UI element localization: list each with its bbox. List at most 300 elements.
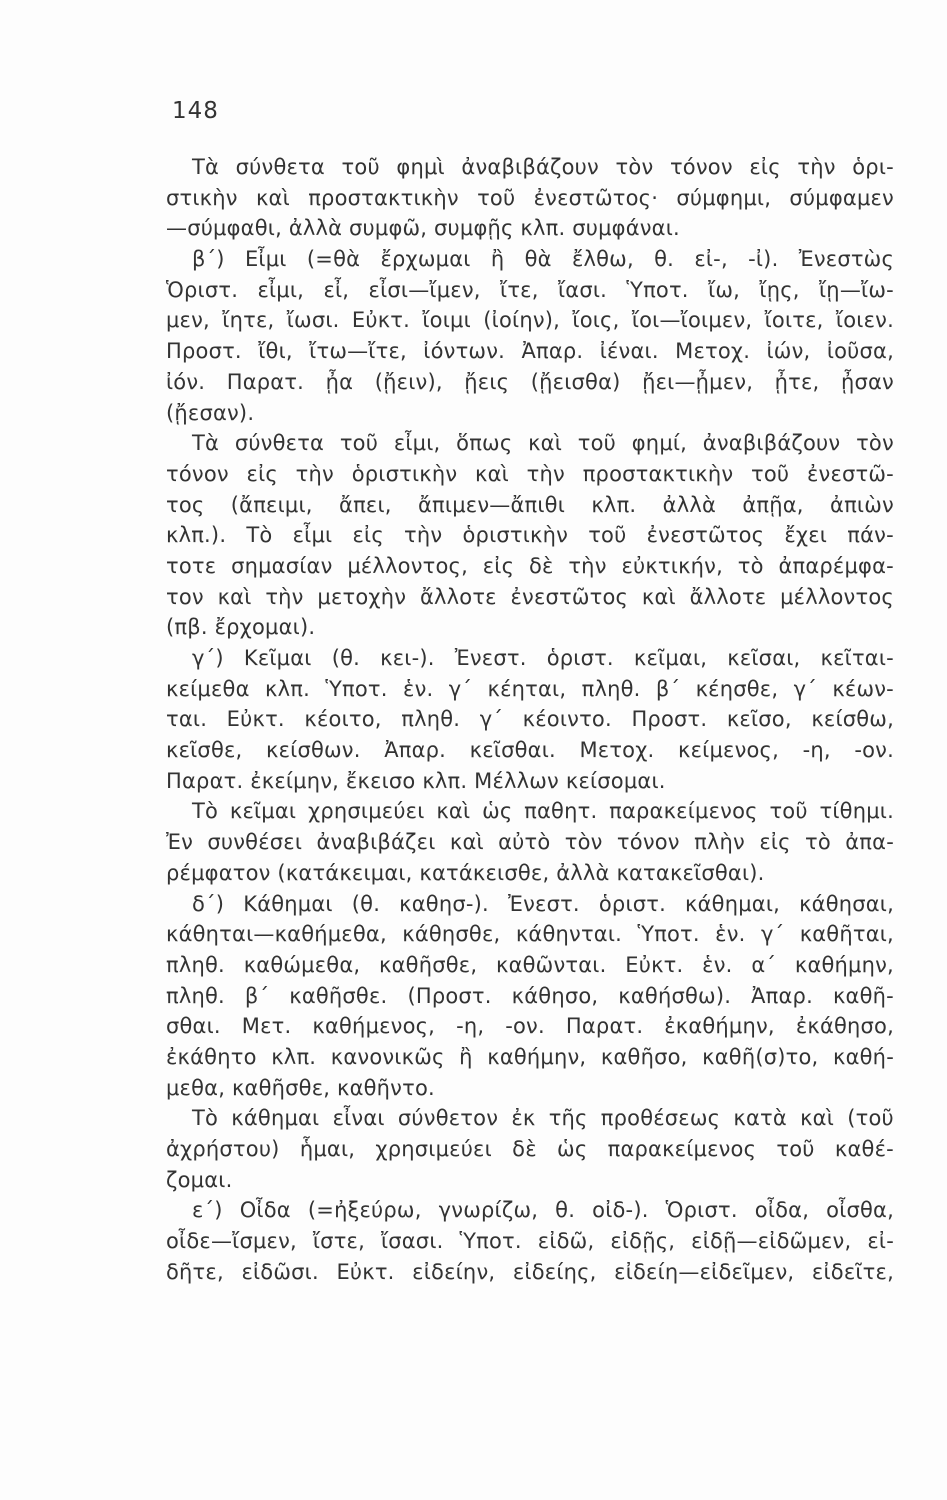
word: εἰδεῖτε, <box>811 1259 894 1284</box>
word: θ. <box>654 247 675 272</box>
text-line <box>166 1134 894 1165</box>
word: σύνθετα <box>235 155 325 179</box>
word: φημί, <box>631 431 688 456</box>
word: εἰς <box>246 461 278 486</box>
word: σύμφημι, <box>676 185 772 210</box>
word: προθέσεως <box>600 1106 721 1131</box>
text-line <box>166 459 894 490</box>
word: κέηται, <box>487 676 567 701</box>
word: Οἶδα <box>239 1198 291 1223</box>
word: Τὸ <box>192 1106 219 1131</box>
word: τὸν <box>856 431 894 456</box>
word: στικὴν <box>166 185 238 210</box>
word: κάθηνται. <box>515 922 623 947</box>
word: ὁρι- <box>852 155 894 179</box>
text-line <box>166 520 894 551</box>
text-line <box>166 827 894 858</box>
word: Ὁριστ. <box>166 277 239 302</box>
word: σημασίαν <box>231 553 333 578</box>
word: κεῖσο, <box>726 707 792 732</box>
word: κεῖμαι <box>229 799 297 824</box>
word: Τὸ <box>192 799 219 824</box>
word: ἴητε, <box>222 308 275 333</box>
word: ἄπει, <box>339 492 392 517</box>
text-line <box>166 551 894 582</box>
text-line <box>166 428 894 459</box>
word: κέοιτο, <box>304 707 382 732</box>
word: κάθησθε, <box>402 922 501 947</box>
word: κείσθω, <box>811 707 894 732</box>
word: τὸν <box>615 155 654 179</box>
word: -η, <box>456 1014 485 1039</box>
word: ᾖτε, <box>774 369 820 394</box>
word: τοῦ <box>776 1137 815 1161</box>
word: καθῆ- <box>832 983 894 1008</box>
word: τοτε <box>166 553 217 578</box>
word: ἴῃς, <box>759 277 800 302</box>
word: εἰς <box>759 830 791 855</box>
word: ἄλλοτε <box>689 584 767 609</box>
word: αὐτὸ <box>498 830 551 855</box>
word: γ΄ <box>760 922 785 947</box>
word: παρακείμενος <box>609 799 758 824</box>
word: εἰδῇ—εἰδῶμεν, <box>691 1229 852 1254</box>
word: καθῆσθε, <box>379 952 478 977</box>
word: μετοχὴν <box>317 584 407 609</box>
word: Εἶμι <box>244 247 287 272</box>
word: ἔχει <box>784 523 828 548</box>
word: σύνθετον <box>397 1106 499 1131</box>
word: καθή- <box>833 1044 894 1069</box>
word: μεν, <box>166 308 210 333</box>
word: τὴν <box>265 584 304 609</box>
word: πληθ. <box>401 707 461 732</box>
word: -ον. <box>505 1014 545 1039</box>
word: εἰς <box>352 523 384 548</box>
word: καθήμην, <box>487 1044 587 1069</box>
word: ἴσασι. <box>380 1229 444 1254</box>
word: Ἀπαρ. <box>751 983 813 1008</box>
word: σύμφαμεν <box>789 185 894 210</box>
word: κανονικῶς <box>330 1044 445 1069</box>
word: κάθησο, <box>511 983 599 1008</box>
word: καθησ-). <box>399 891 489 916</box>
text-line <box>166 1195 894 1226</box>
word: γ΄ <box>793 676 817 701</box>
word: πληθ. <box>166 952 225 977</box>
word: γ΄) <box>192 646 224 670</box>
text-line <box>166 889 894 920</box>
word: ἐνεστῶτος· <box>533 185 659 210</box>
word: εἰδῶ, <box>537 1229 595 1254</box>
word: ἰόντων. <box>423 339 506 364</box>
word: ᾔει—ᾖμεν, <box>642 369 754 394</box>
word: ἀπιὼν <box>830 492 894 517</box>
word: ἀπα- <box>845 830 894 855</box>
word: ὁριστ. <box>598 891 666 916</box>
word: (θ. <box>351 891 381 916</box>
word: ἰέναι. <box>599 339 659 364</box>
word: τίθημι. <box>819 799 894 824</box>
text-line <box>166 305 894 336</box>
word: κείμεθα <box>166 676 250 701</box>
word: καθῶνται. <box>496 952 607 977</box>
word: ἐνεστῶτος <box>510 584 629 609</box>
word: εἰδείης, <box>512 1259 597 1284</box>
text-line <box>166 367 894 398</box>
word: εἶναι <box>332 1106 385 1131</box>
word: καὶ <box>449 830 484 855</box>
word: καὶ <box>217 584 252 609</box>
word: κάθημαι <box>231 1106 320 1131</box>
text-line <box>166 275 894 306</box>
word: καθῆται, <box>799 922 894 947</box>
word: τὴν <box>797 155 836 179</box>
word: (=ἠξεύρω, <box>307 1198 422 1223</box>
word: δ΄) <box>192 891 225 916</box>
word: κάθημαι, <box>685 891 781 916</box>
word: εἰδείη—εἰδεῖμεν, <box>614 1259 795 1284</box>
word: δὲ <box>512 1137 537 1161</box>
word: -ον. <box>854 738 894 763</box>
word: κλπ. <box>591 492 637 517</box>
text-line <box>166 1257 894 1288</box>
word: ὁριστικὴν <box>351 461 458 486</box>
word: Ἀπαρ. <box>384 738 447 763</box>
word: ἐκ <box>511 1106 536 1131</box>
word: (Προστ. <box>407 983 492 1008</box>
word: κάθηται—καθήμεθα, <box>166 922 387 947</box>
word: κεῖσθε, <box>166 738 243 763</box>
word: ὡς <box>557 1137 588 1161</box>
text-line: μεθα, καθῆσθε, καθῆντο. <box>166 1075 435 1100</box>
word: καὶ <box>436 799 471 824</box>
word: τοῦ <box>339 431 379 456</box>
word: κάθησαι, <box>799 891 894 916</box>
word: καθώμεθα, <box>243 952 361 977</box>
word: ἴασι. <box>557 277 608 302</box>
word: καθῆσθε. <box>289 983 388 1008</box>
word: ᾖσαν <box>840 369 894 394</box>
word: ᾖα <box>325 369 354 394</box>
word: ἴῃ—ἴω- <box>819 277 894 302</box>
word: Προστ. <box>631 707 708 732</box>
word: φημὶ <box>396 155 445 179</box>
word: κεῖσαι, <box>727 646 801 670</box>
word: πάν- <box>847 523 894 548</box>
text-line <box>166 981 894 1012</box>
word: ἐνεστῶτος <box>646 523 765 548</box>
word: εἶμι, <box>393 431 441 456</box>
word: καθῆ(σ)το, <box>702 1044 819 1069</box>
word: χρησιμεύει <box>375 1137 492 1161</box>
word: (=θὰ <box>306 247 361 272</box>
text-line: (πβ. ἔρχομαι). <box>166 615 316 640</box>
word: ἴοι—ἴοιμεν, <box>631 308 753 333</box>
word: ἴω, <box>708 277 741 302</box>
word: Προστ. <box>166 339 242 364</box>
text-line <box>166 735 894 766</box>
word: Ἀπαρ. <box>521 339 584 364</box>
word: τοῦ <box>477 185 516 210</box>
word: καθήσθω). <box>618 983 732 1008</box>
word: εἶσι—ἴμεν, <box>368 277 481 302</box>
word: ἀλλὰ <box>662 492 716 517</box>
text-line <box>166 1103 894 1134</box>
word: ἐκάθησο, <box>795 1014 894 1039</box>
word: ἄλλοτε <box>419 584 497 609</box>
word: τῆς <box>548 1106 588 1131</box>
word: δῆτε, <box>166 1259 224 1284</box>
word: κέησθε, <box>695 676 779 701</box>
word: Τὸ <box>246 523 273 548</box>
word: καὶ <box>475 461 509 486</box>
word: ἀναβιβάζουν <box>461 155 599 179</box>
text-line <box>166 643 894 674</box>
word: προστακτικὴν <box>308 185 459 210</box>
word: καὶ <box>641 584 676 609</box>
word: Τὰ <box>192 155 220 179</box>
word: θ. <box>555 1198 576 1223</box>
word: κεῖσθαι. <box>469 738 556 763</box>
word: κέων- <box>832 676 894 701</box>
word: καθέ- <box>834 1137 894 1161</box>
word: β΄ <box>244 983 270 1008</box>
word: Κεῖμαι <box>243 646 312 670</box>
word: κείσθων. <box>266 738 361 763</box>
word: (ᾔεισθα) <box>530 369 621 394</box>
text-line: (ᾔεσαν). <box>166 400 255 425</box>
word: ἀναβιβάζουν <box>702 431 841 456</box>
word: Εὐκτ. <box>226 707 285 732</box>
word: ἴθι, <box>258 339 293 364</box>
text-line <box>166 244 894 275</box>
word: ἑν. <box>715 922 746 947</box>
word: Μετοχ. <box>675 339 751 364</box>
word: τὴν <box>404 523 443 548</box>
word: τόνον <box>166 461 229 486</box>
text-line <box>166 1042 894 1073</box>
word: κλπ.). <box>166 523 227 548</box>
word: τὴν <box>295 461 334 486</box>
word: ἴοιτε, <box>764 308 824 333</box>
text-line <box>166 796 894 827</box>
word: ᾔεις <box>464 369 510 394</box>
word: τοῦ <box>588 523 627 548</box>
word: ἀχρήστου) <box>166 1137 280 1161</box>
word: οἶσθα, <box>826 1198 894 1223</box>
word: ε΄) <box>192 1198 223 1223</box>
word: οἶδε—ἴσμεν, <box>166 1229 297 1254</box>
word: προστακτικὴν <box>582 461 734 486</box>
word: ὡς <box>482 799 513 824</box>
word: ἴτε, <box>500 277 539 302</box>
body-text <box>166 152 894 1287</box>
word: Παρατ. <box>226 369 305 394</box>
word: Τὰ <box>192 431 220 456</box>
word: Ἐνεστ. <box>507 891 580 916</box>
word: εἰ- <box>867 1229 894 1254</box>
word: (τοῦ <box>847 1106 894 1131</box>
text-line <box>166 674 894 705</box>
text-line: —σύμφαθι, ἀλλὰ συμφῶ, συμφῇς κλπ. συμφάναι. <box>166 216 680 241</box>
word: ἀναβιβάζει <box>316 830 436 855</box>
word: Ἐνεστὼς <box>798 247 894 272</box>
word: ὁριστ. <box>546 646 614 670</box>
word: (ᾔειν), <box>374 369 443 394</box>
text-line <box>166 919 894 950</box>
word: τὴν <box>568 553 607 578</box>
text-line <box>166 704 894 735</box>
word: καὶ <box>255 185 290 210</box>
word: Ὑποτ. <box>637 922 700 947</box>
word: β΄) <box>192 247 225 272</box>
word: -η, <box>802 738 831 763</box>
word: καθήμενος, <box>312 1014 436 1039</box>
word: (θ. <box>331 646 361 670</box>
word: ἑν. <box>702 952 733 977</box>
word: ὅπως <box>456 431 513 456</box>
text-line: ρέμφατον (κατάκειμαι, κατάκεισθε, ἀλλὰ κατακεῖσθαι). <box>166 860 765 885</box>
word: κείμενος, <box>678 738 779 763</box>
word: εὐκτικήν, <box>621 553 723 578</box>
word: γνωρίζω, <box>438 1198 539 1223</box>
word: Μετοχ. <box>579 738 655 763</box>
word: ἴοιεν. <box>835 308 894 333</box>
word: σύνθετα <box>234 431 325 456</box>
word: εἰς <box>482 553 515 578</box>
word: κεῖμαι, <box>633 646 708 670</box>
word: ἐνεστῶ- <box>806 461 894 486</box>
word: ἄπιμεν—ἄπιθι <box>418 492 565 517</box>
word: οἰδ-). <box>592 1198 649 1223</box>
word: παθητ. <box>524 799 598 824</box>
word: Ὁριστ. <box>665 1198 738 1223</box>
word: (ἰοίην), <box>483 308 561 333</box>
word: εἰς <box>749 155 781 179</box>
word: καθήμην, <box>794 952 894 977</box>
word: εἶμι, <box>257 277 305 302</box>
word: μέλλοντος <box>780 584 894 609</box>
word: κεῖται- <box>820 646 894 670</box>
word: τοῦ <box>341 155 380 179</box>
word: γ΄ <box>448 676 473 701</box>
page-number: 148 <box>172 98 219 124</box>
word: θὰ <box>524 247 552 272</box>
word: τοῦ <box>577 431 617 456</box>
word: τοῦ <box>769 799 808 824</box>
word: εἶμι <box>292 523 333 548</box>
word: ἐκαθήμην, <box>664 1014 775 1039</box>
word: ἰοῦσα, <box>826 339 894 364</box>
word: Ἐν <box>166 830 194 855</box>
word: ἴοιμι <box>422 308 471 333</box>
word: τὸ <box>737 553 764 578</box>
word: ἰών, <box>766 339 811 364</box>
word: ἰόν. <box>166 369 206 394</box>
word: ἔλθω, <box>571 247 634 272</box>
text-line <box>166 152 894 183</box>
text-line <box>166 183 894 214</box>
text-line: Παρατ. ἐκείμην, ἔκεισο κλπ. Μέλλων κείσομαι. <box>166 768 666 793</box>
word: ἧμαι, <box>299 1137 356 1161</box>
word: γ΄ <box>479 707 504 732</box>
word: ἴοις, <box>572 308 620 333</box>
word: Εὐκτ. <box>625 952 684 977</box>
word: σθαι. <box>166 1014 221 1039</box>
word: Ὑποτ. <box>626 277 689 302</box>
word: ἴστε, <box>312 1229 365 1254</box>
word: τὸ <box>805 830 831 855</box>
word: καὶ <box>800 1106 835 1131</box>
word: κλπ. <box>265 676 310 701</box>
word: κατὰ <box>733 1106 787 1131</box>
word: παρακείμενος <box>607 1137 757 1161</box>
word: τος <box>166 492 205 517</box>
word: τὴν <box>526 461 565 486</box>
word: πληθ. <box>581 676 641 701</box>
word: ἀπαρέμφα- <box>778 553 894 578</box>
word: τόνον <box>669 155 733 179</box>
word: ται. <box>166 707 208 732</box>
text-line <box>166 950 894 981</box>
word: ἢ <box>459 1044 473 1069</box>
word: πληθ. <box>166 983 225 1008</box>
word: πλὴν <box>694 830 745 855</box>
word: κέοιντο. <box>522 707 612 732</box>
word: Παρατ. <box>565 1014 644 1039</box>
text-line <box>166 1226 894 1257</box>
word: Ὑποτ. <box>325 676 388 701</box>
word: εἶ, <box>323 277 350 302</box>
text-line <box>166 1011 894 1042</box>
text-line: ζομαι. <box>166 1167 233 1192</box>
word: ὁριστικὴν <box>462 523 569 548</box>
word: Μετ. <box>241 1014 292 1039</box>
word: κλπ. <box>271 1044 317 1069</box>
word: ἔρχωμαι <box>380 247 471 272</box>
word: ἢ <box>490 247 505 272</box>
word: χρησιμεύει <box>308 799 425 824</box>
word: Κάθημαι <box>243 891 333 916</box>
word: ἴτω—ἴτε, <box>309 339 407 364</box>
word: καθῆσο, <box>600 1044 688 1069</box>
word: Ἐνεστ. <box>454 646 527 670</box>
word: κει-). <box>380 646 435 670</box>
word: καὶ <box>528 431 563 456</box>
word: (ἄπειμι, <box>230 492 313 517</box>
word: εἰδῇς, <box>610 1229 676 1254</box>
word: συνθέσει <box>207 830 303 855</box>
word: τόνον <box>616 830 680 855</box>
word: ἑν. <box>403 676 434 701</box>
word: -ἰ). <box>748 247 779 272</box>
word: εἰδῶσι. <box>241 1259 319 1284</box>
text-line <box>166 582 894 613</box>
word: Εὐκτ. <box>336 1259 395 1284</box>
text-line <box>166 490 894 521</box>
word: εἰδείην, <box>412 1259 496 1284</box>
word: β΄ <box>655 676 681 701</box>
word: μέλλοντος, <box>347 553 468 578</box>
word: τοῦ <box>751 461 790 486</box>
word: εἰ-, <box>694 247 728 272</box>
word: Εὐκτ. <box>351 308 411 333</box>
word: ἀπῇα, <box>742 492 804 517</box>
word: ἐκάθητο <box>166 1044 257 1069</box>
word: δὲ <box>528 553 554 578</box>
word: τὸν <box>564 830 603 855</box>
